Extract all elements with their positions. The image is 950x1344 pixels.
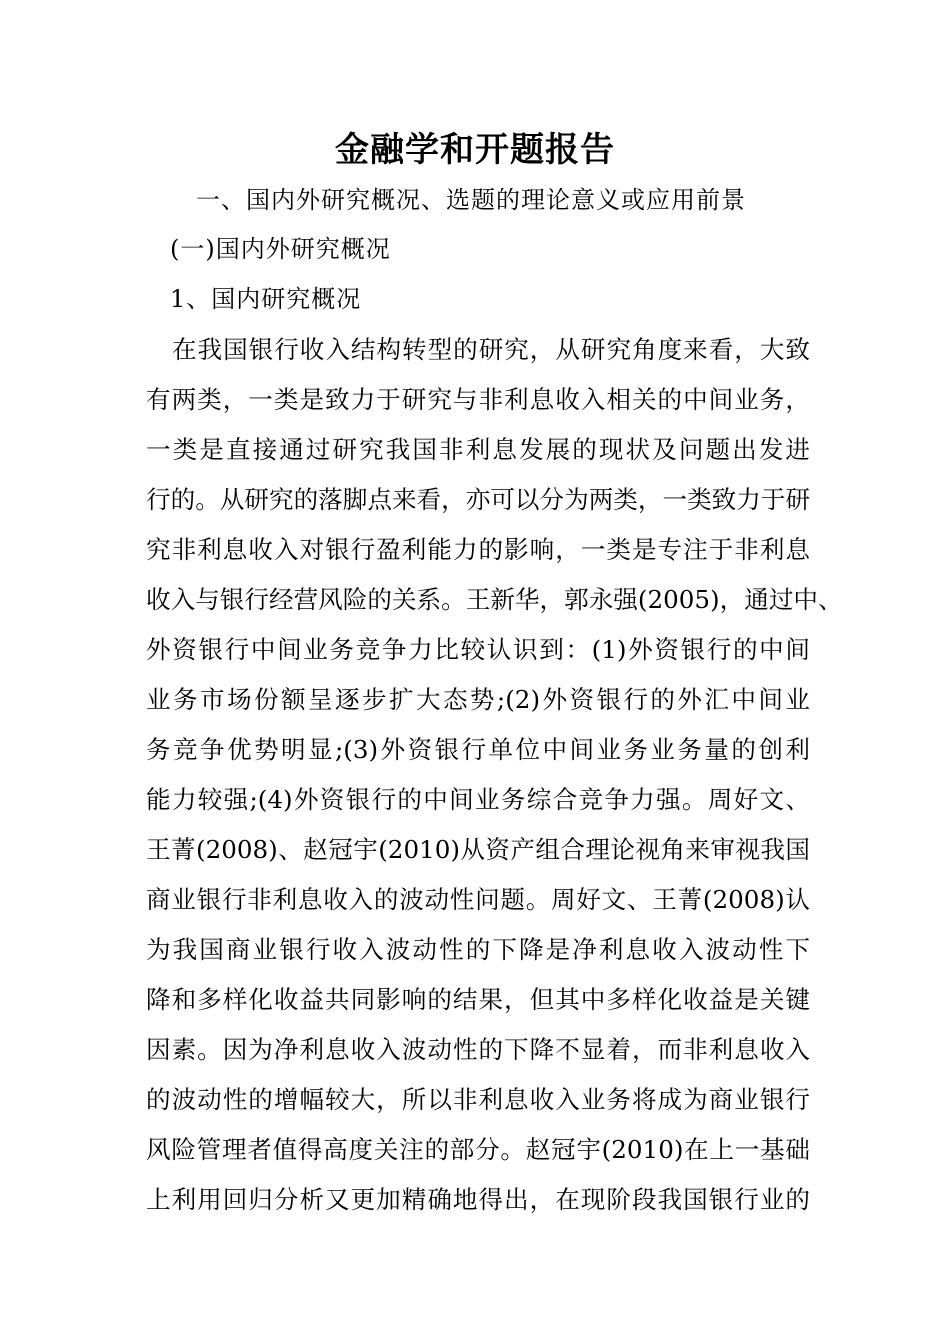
subsection-heading: (一)国内外研究概况 — [170, 235, 391, 263]
paragraph-line: 在我国银行收入结构转型的研究，从研究角度来看，大致 — [172, 335, 810, 364]
document-title: 金融学和开题报告 — [335, 130, 615, 170]
paragraph-line: 商业银行非利息收入的波动性问题。周好文、王菁(2008)认 — [146, 885, 810, 914]
paragraph-line: 能力较强;(4)外资银行的中间业务综合竞争力强。周好文、 — [146, 785, 810, 814]
paragraph-line: 有两类，一类是致力于研究与非利息收入相关的中间业务， — [146, 385, 810, 414]
paragraph-line: 收入与银行经营风险的关系。王新华，郭永强(2005)，通过中、 — [146, 585, 843, 614]
paragraph-line: 业务市场份额呈逐步扩大态势;(2)外资银行的外汇中间业 — [146, 685, 810, 714]
paragraph-line: 因素。因为净利息收入波动性的下降不显着，而非利息收入 — [146, 1035, 810, 1064]
paragraph-line: 风险管理者值得高度关注的部分。赵冠宇(2010)在上一基础 — [146, 1135, 810, 1164]
paragraph-line: 务竞争优势明显;(3)外资银行单位中间业务业务量的创利 — [146, 735, 810, 764]
paragraph-line: 降和多样化收益共同影响的结果，但其中多样化收益是关键 — [146, 985, 810, 1014]
paragraph-line: 王菁(2008)、赵冠宇(2010)从资产组合理论视角来审视我国 — [146, 835, 810, 864]
paragraph-line: 一类是直接通过研究我国非利息发展的现状及问题出发进 — [146, 435, 810, 464]
paragraph-line: 行的。从研究的落脚点来看，亦可以分为两类，一类致力于研 — [146, 485, 811, 514]
subsubsection-heading: 1、国内研究概况 — [170, 285, 362, 313]
paragraph-line: 外资银行中间业务竞争力比较认识到：(1)外资银行的中间 — [146, 635, 810, 664]
body-paragraph — [146, 325, 843, 1225]
paragraph-line: 上利用回归分析又更加精确地得出，在现阶段我国银行业的 — [146, 1185, 810, 1214]
paragraph-line: 的波动性的增幅较大，所以非利息收入业务将成为商业银行 — [146, 1085, 810, 1114]
paragraph-line: 为我国商业银行收入波动性的下降是净利息收入波动性下 — [146, 935, 810, 964]
paragraph-line: 究非利息收入对银行盈利能力的影响，一类是专注于非利息 — [146, 535, 810, 564]
section-heading: 一、国内外研究概况、选题的理论意义或应用前景 — [196, 186, 746, 214]
